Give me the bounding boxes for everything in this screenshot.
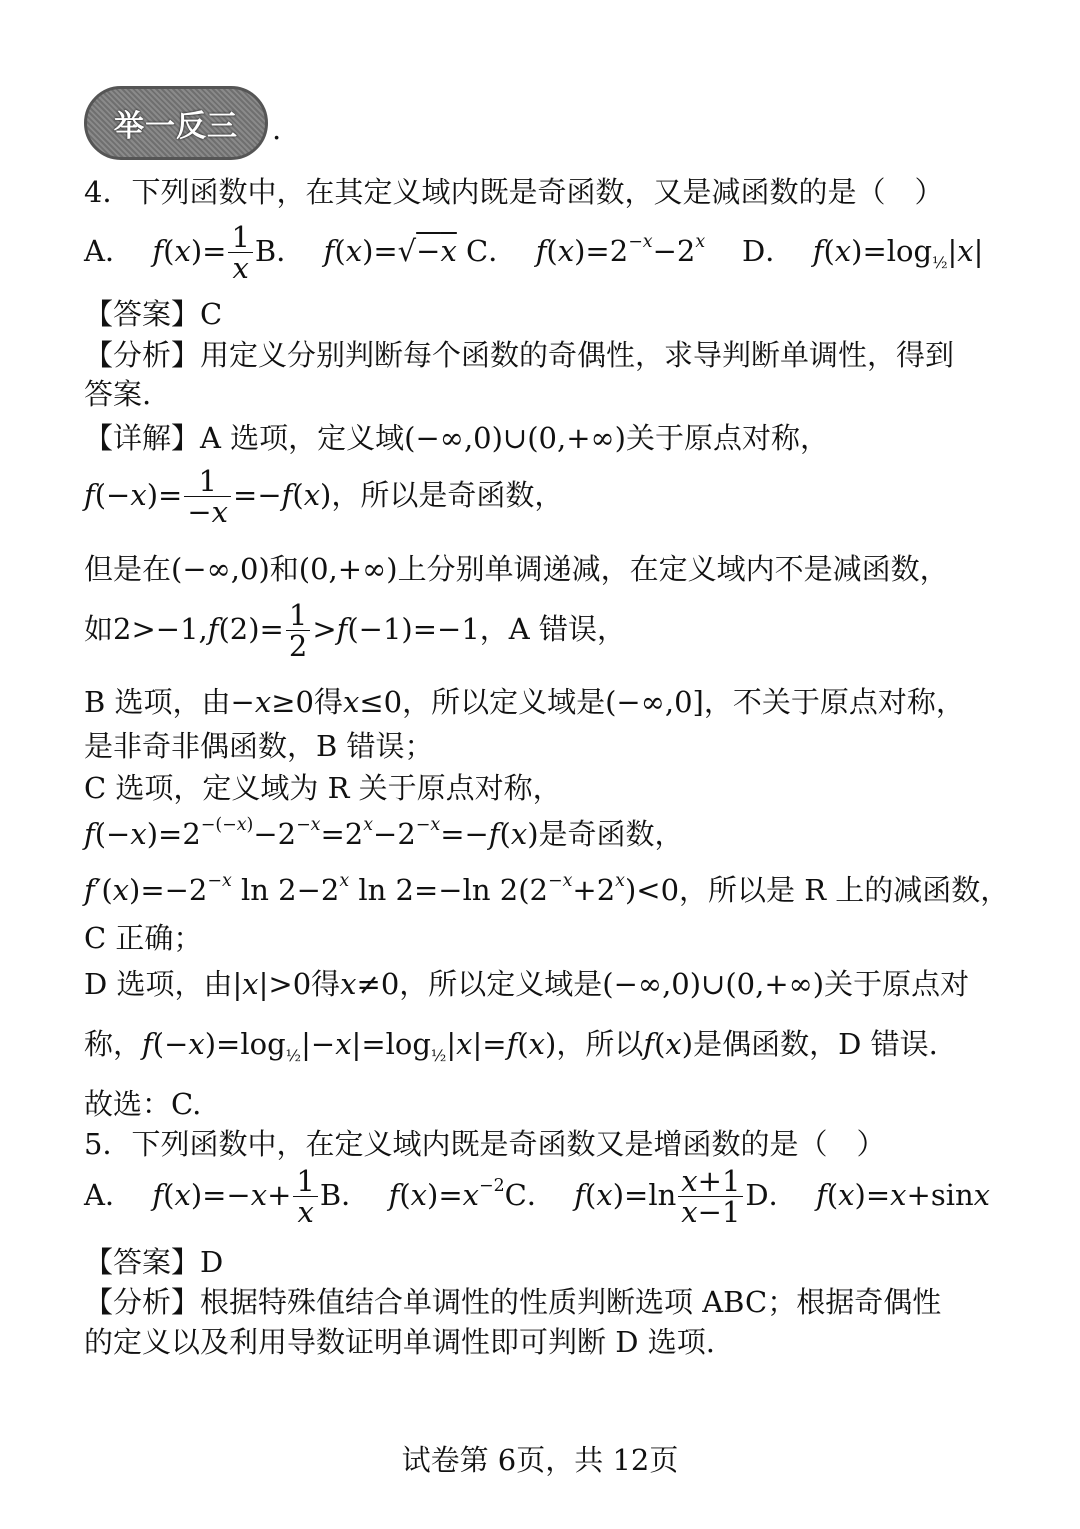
q5-answer: 【答案】D: [84, 1245, 224, 1279]
formula-b-domain: (−∞,0]: [605, 685, 704, 719]
q4-detail-a-line4: [84, 600, 626, 662]
q4-option-d-formula: $f(x)=\log_{\frac{1}{2}}|x|$: [812, 233, 984, 272]
formula-b-cond: −x≥0: [230, 685, 314, 719]
q4-option-b-formula: f(x)=√−x: [323, 233, 457, 268]
detail-c3-tail: ，所以是 R 上的减函数，: [679, 873, 1010, 907]
q4-detail-a-line1: [84, 416, 829, 457]
detail-label: 【详解】A 选项，定义域: [84, 421, 405, 455]
detail-a3-tail: 上分别单调递减，在定义域内不是减函数，: [397, 552, 949, 586]
detail-a4-tail: ，A 错误，: [479, 611, 626, 646]
q4-analysis-line2: 答案.: [84, 377, 152, 411]
q5-option-b-formula: $f(x)=x^{-2}$: [388, 1176, 505, 1212]
q5-option-a-formula: f(x)=−x+ $\frac{1}{x}$: [143, 1178, 320, 1212]
detail-a3-pre: 但是在: [84, 552, 172, 586]
q4-analysis-line1: 【分析】用定义分别判断每个函数的奇偶性，求导判断单调性，得到: [84, 338, 955, 372]
q5-stem: 5．下列函数中，在定义域内既是奇函数又是增函数的是（ ）: [84, 1127, 886, 1161]
q4-detail-d-line2: [84, 1022, 938, 1065]
formula-d-x: x≠0: [340, 967, 400, 1001]
formula-b-x: x≤0: [342, 685, 403, 719]
q4-detail-c-line2: [84, 812, 684, 853]
q4-option-d-label: D．: [742, 233, 795, 268]
detail-d2-pre: 称，: [84, 1027, 143, 1061]
q5-option-d-formula: f(x)=x+sinx: [816, 1177, 991, 1212]
q5-option-b-label: B．: [319, 1177, 371, 1212]
page-footer: 试卷第 6页，共 12页: [401, 1443, 679, 1477]
q4-stem: 4．下列函数中，在其定义域内既是奇函数，又是减函数的是（ ）: [84, 175, 944, 209]
detail-d1-mid1: 得: [311, 967, 341, 1001]
q4-detail-c-line1: C 选项，定义域为 R 关于原点对称，: [84, 771, 562, 805]
detail-b1-tail: ，不关于原点对称，: [703, 685, 965, 719]
q5-option-c-formula: f(x)=ln $\frac{x+1}{x-1}$: [565, 1178, 745, 1212]
section-badge: [84, 86, 268, 160]
q4-detail-c-line3: [84, 868, 1009, 909]
formula-d-even: $f(-x)=\log_{\frac{1}{2}}|-x|=\log_{\frac{1}{2}}|x|=f(x)$: [142, 1027, 557, 1065]
q4-detail-c-line4: C 正确；: [84, 921, 203, 955]
detail-a4-pre: 如: [84, 611, 114, 646]
detail-a1-tail: 关于原点对称，: [625, 421, 829, 455]
detail-c2-tail: 是奇函数，: [538, 817, 684, 851]
formula-a-odd: f(−x)= $\frac{1}{-x}$ =−f(x): [84, 464, 332, 530]
detail-a3-mid: 和: [269, 552, 299, 586]
detail-d2-tail: 是偶函数，D 错误.: [693, 1027, 938, 1061]
q5-option-c-label: C．: [504, 1177, 556, 1212]
formula-c-derivative: $f'(x)=-2^{-x}$ $\ln 2-2^x$ ln 2=−ln $2(2^{-x}+2^x)<0$: [84, 871, 680, 907]
badge-period: .: [272, 112, 282, 146]
q5-options: [84, 1166, 990, 1228]
q4-conclusion: 故选：C.: [84, 1087, 202, 1121]
detail-b1-mid2: ，所以定义域是: [402, 685, 606, 719]
q4-detail-a-line2: [84, 466, 563, 528]
detail-d2-mid: ，所以: [556, 1027, 644, 1061]
detail-b1-pre: B 选项，由: [84, 685, 231, 719]
formula-interval-2: (0,+∞): [298, 552, 398, 586]
formula-d-fx: f(x): [643, 1027, 694, 1061]
formula-c-odd: $f(-x)=2^{-(-x)}-2^{-x}=2^x-2^{-x}=-f(x)$: [84, 815, 539, 851]
q5-option-a-label: A．: [84, 1177, 134, 1212]
q4-detail-d-line1: [84, 962, 969, 1003]
detail-a2-tail: ，所以是奇函数，: [331, 477, 564, 512]
formula-d-cond: |x|>0: [232, 967, 312, 1001]
q4-option-b-label: B．: [254, 233, 306, 268]
formula-interval-1: (−∞,0): [171, 552, 270, 586]
badge-label: 举一反三: [114, 109, 238, 144]
q4-option-a-formula: f(x)= $\frac{1}{x}$: [143, 234, 255, 268]
detail-b1-mid1: 得: [313, 685, 343, 719]
detail-d1-pre: D 选项，由: [84, 967, 233, 1001]
q5-analysis-line1: 【分析】根据特殊值结合单调性的性质判断选项 ABC；根据奇偶性: [84, 1285, 942, 1319]
q4-detail-b-line1: [84, 680, 965, 721]
q4-option-a-label: A．: [84, 233, 134, 268]
q5-analysis-line2: 的定义以及利用导数证明单调性即可判断 D 选项.: [84, 1325, 715, 1359]
q5-option-d-label: D．: [745, 1177, 798, 1212]
q4-answer: 【答案】C: [84, 297, 223, 331]
q4-detail-a-line3: [84, 547, 949, 588]
q4-option-c-formula: $f(x)=2^{-x}-2^x$: [535, 232, 706, 268]
q4-options: [84, 222, 983, 284]
formula-counterexample: 2>−1,f(2)= $\frac{1}{2}$ >f(−1)=−1: [113, 598, 480, 664]
q4-detail-b-line2: 是非奇非偶函数，B 错误；: [84, 729, 434, 763]
detail-d1-tail: 关于原点对: [824, 967, 970, 1001]
formula-domain-a: (−∞,0)∪(0,+∞): [404, 421, 626, 455]
detail-d1-mid2: ，所以定义域是: [399, 967, 603, 1001]
formula-d-domain: (−∞,0)∪(0,+∞): [602, 967, 825, 1001]
q4-option-c-label: C．: [466, 233, 518, 268]
